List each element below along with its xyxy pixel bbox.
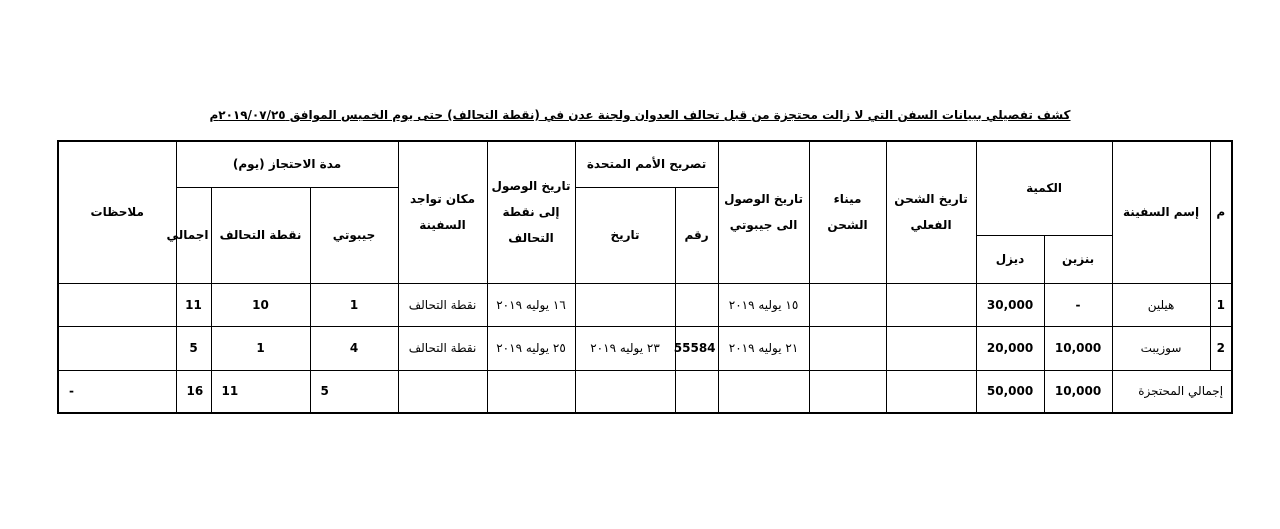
header-petrol: بنزين: [1044, 235, 1112, 283]
row-num: 2: [1210, 326, 1232, 370]
row-diesel: 20,000: [976, 326, 1044, 370]
table-row: [58, 326, 1232, 370]
header-permit-date: تاريخ: [575, 187, 675, 283]
header-shipping-port: ميناء الشحن: [809, 141, 886, 283]
header-coalition-days: نقطة التحالف: [211, 187, 310, 283]
header-un-permit: تصريح الأمم المتحدة: [575, 141, 718, 187]
row-petrol: 10,000: [1044, 326, 1112, 370]
row-ship-location: نقطة التحالف: [398, 326, 487, 370]
row-ship-name: سوزيبت: [1112, 326, 1210, 370]
row-total-days: 11: [176, 283, 211, 326]
row-permit-date: ٢٣ يوليه ٢٠١٩: [575, 326, 675, 370]
row-ship-name: هيلين: [1112, 283, 1210, 326]
row-arrival-djibouti: ٢١ يوليه ٢٠١٩: [718, 326, 809, 370]
document-title: كشف تفصيلي ببيانات السفن التي لا زالت محتجزة من قبل تحالف العدوان ولجنة عدن في (نقطة التحالف) حتى يوم الخميس الموافق ٢٠١٩/٠٧/٢٥م: [209, 108, 1071, 122]
row-arrival-coalition: ١٦ يوليه ٢٠١٩: [487, 283, 575, 326]
row-permit-number: [675, 283, 718, 326]
totals-empty-4: [675, 370, 718, 413]
row-actual-shipping-date: [886, 283, 976, 326]
row-diesel: 30,000: [976, 283, 1044, 326]
row-notes: [58, 326, 176, 370]
table-row: [58, 283, 1232, 326]
row-permit-number: 55584: [675, 326, 718, 370]
row-coalition-days: 10: [211, 283, 310, 326]
row-actual-shipping-date: [886, 326, 976, 370]
header-ship-name: إسم السفينة: [1112, 141, 1210, 283]
header-arrival-djibouti: تاريخ الوصول الى جيبوتي: [718, 141, 809, 283]
header-quantity: الكمية: [976, 141, 1112, 235]
ships-table: [57, 140, 1233, 414]
row-coalition-days: 1: [211, 326, 310, 370]
totals-empty-7: [398, 370, 487, 413]
row-total-days: 5: [176, 326, 211, 370]
totals-total-days: 16: [176, 370, 211, 413]
totals-coalition-days: 11: [211, 370, 310, 413]
totals-djibouti-days: 5: [310, 370, 398, 413]
totals-empty-6: [487, 370, 575, 413]
row-notes: [58, 283, 176, 326]
header-actual-shipping-date: تاريخ الشحن الفعلي: [886, 141, 976, 283]
totals-empty-3: [718, 370, 809, 413]
totals-empty-1: [886, 370, 976, 413]
header-arrival-coalition: تاريخ الوصول إلى نقطة التحالف: [487, 141, 575, 283]
header-djibouti-days: جيبوتي: [310, 187, 398, 283]
totals-empty-5: [575, 370, 675, 413]
header-diesel: ديزل: [976, 235, 1044, 283]
totals-petrol: 10,000: [1044, 370, 1112, 413]
header-ship-location: مكان تواجد السفينة: [398, 141, 487, 283]
totals-label: إجمالي المحتجزة: [1112, 370, 1232, 413]
row-ship-location: نقطة التحالف: [398, 283, 487, 326]
header-notes: ملاحظات: [58, 141, 176, 283]
row-arrival-djibouti: ١٥ يوليه ٢٠١٩: [718, 283, 809, 326]
header-detention-period: مدة الاحتجاز (يوم): [176, 141, 398, 187]
row-djibouti-days: 1: [310, 283, 398, 326]
row-shipping-port: [809, 283, 886, 326]
totals-notes: -: [58, 370, 176, 413]
row-permit-date: [575, 283, 675, 326]
row-shipping-port: [809, 326, 886, 370]
row-arrival-coalition: ٢٥ يوليه ٢٠١٩: [487, 326, 575, 370]
totals-empty-2: [809, 370, 886, 413]
header-num: م: [1210, 141, 1232, 283]
row-petrol: -: [1044, 283, 1112, 326]
header-permit-number: رقم: [675, 187, 718, 283]
row-djibouti-days: 4: [310, 326, 398, 370]
row-num: 1: [1210, 283, 1232, 326]
totals-diesel: 50,000: [976, 370, 1044, 413]
totals-row: [58, 370, 1232, 413]
header-total-days: اجمالي: [176, 187, 211, 283]
